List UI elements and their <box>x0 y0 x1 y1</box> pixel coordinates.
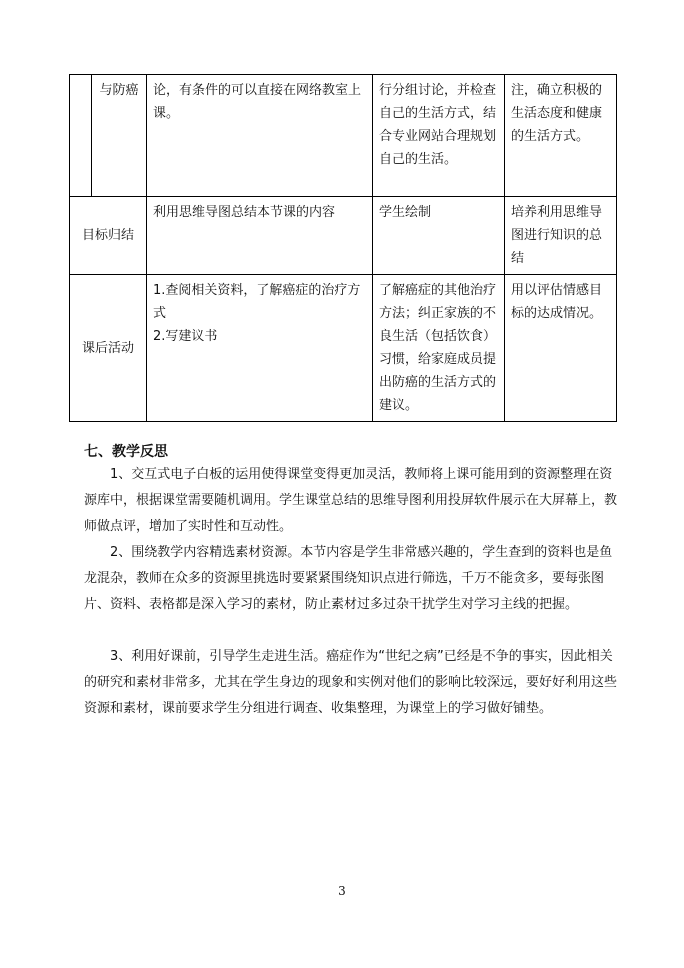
page-number: 3 <box>338 884 346 898</box>
table-cell-label: 目标归结 <box>70 197 147 275</box>
table-cell-subtitle: 与防癌 <box>92 75 147 197</box>
table-cell-design-intent: 用以评估情感目标的达成情况。 <box>505 275 617 422</box>
table-row <box>70 75 617 197</box>
table-cell-design-intent: 培养利用思维导图进行知识的总结 <box>505 197 617 275</box>
homework-item-1: 1.查阅相关资料，了解癌症的治疗方式 <box>153 283 361 321</box>
table-cell-student-activity: 行分组讨论，并检查自己的生活方式，结合专业网站合理规划自己的生活。 <box>373 75 505 197</box>
reflection-paragraph-3: 3、利用好课前，引导学生走进生活。癌症作为“世纪之病”已经是不争的事实，因此相关的研究和素材非常多，尤其在学生身边的现象和实例对他们的影响比较深远，要好好利用这些资源和素材，课前要求学生分组进行调查、收集整理，为课堂上的学习做好铺垫。 <box>84 649 618 716</box>
table-cell-student-activity: 了解癌症的其他治疗方法；纠正家族的不良生活（包括饮食）习惯，给家庭成员提出防癌的生活方式的建议。 <box>373 275 505 422</box>
table-cell-empty <box>70 75 92 197</box>
section-title: 七、教学反思 <box>84 444 168 460</box>
table-cell-design-intent: 注，确立积极的生活态度和健康的生活方式。 <box>505 75 617 197</box>
reflection-paragraph-2: 2、围绕教学内容精选素材资源。本节内容是学生非常感兴趣的，学生查到的资料也是鱼龙混杂，教师在众多的资源里挑选时要紧紧围绕知识点进行筛选，千万不能贪多，要每张图片、资料、表格都是深入学习的素材，防止素材过多过杂干扰学生对学习主线的把握。 <box>84 545 613 612</box>
lesson-plan-table <box>69 74 617 422</box>
homework-item-2: 2.写建议书 <box>153 329 218 344</box>
reflection-paragraph-1: 1、交互式电子白板的运用使得课堂变得更加灵活，教师将上课可能用到的资源整理在资源库中，根据课堂需要随机调用。学生课堂总结的思维导图利用投屏软件展示在大屏幕上，教师做点评，增加了实时性和互动性。 <box>84 467 618 534</box>
table-row <box>70 197 617 275</box>
table-row <box>70 275 617 422</box>
table-cell-label: 课后活动 <box>70 275 147 422</box>
table-cell-content: 论，有条件的可以直接在网络教室上课。 <box>147 75 373 197</box>
table-cell-content: 利用思维导图总结本节课的内容 <box>147 197 373 275</box>
table-cell-content <box>147 275 373 422</box>
table-cell-student-activity: 学生绘制 <box>373 197 505 275</box>
